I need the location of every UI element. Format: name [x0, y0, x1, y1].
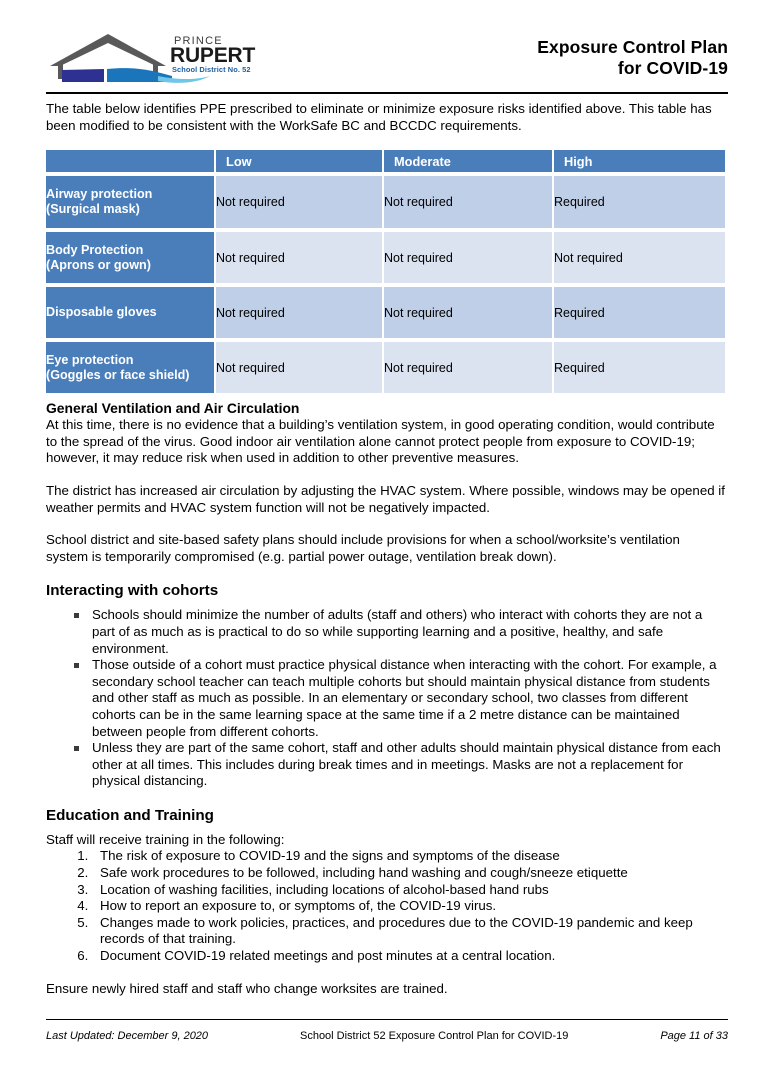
education-lead-in: Staff will receive training in the following: [46, 831, 285, 847]
ventilation-paragraph-3: School district and site-based safety plans should include provisions for when a school/worksite’s ventilation system is temporarily compromised (e.g. partial power outage, ventilation break down). [46, 532, 680, 564]
row-label-line1: Body Protection [46, 242, 144, 257]
cell-airway-low: Not required [216, 172, 384, 228]
row-label-line2: (Surgical mask) [46, 202, 140, 217]
table-header-corner [46, 150, 216, 172]
list-item: 5. Changes made to work policies, practices, and procedures due to the COVID-19 pandemic and keep records of that training. [92, 915, 725, 948]
ppe-requirements-table [46, 150, 725, 393]
logo-text-prince: PRINCE [174, 35, 223, 47]
table-body [46, 172, 725, 393]
list-item: 4. How to report an exposure to, or symptoms of, the COVID-19 virus. [92, 898, 725, 915]
section-heading-cohorts: Interacting with cohorts [46, 582, 219, 600]
education-closing-line: Ensure newly hired staff and staff who change worksites are trained. [46, 980, 448, 996]
logo-graphic [46, 26, 256, 84]
prince-rupert-school-district-logo [46, 26, 256, 84]
list-item: 3. Location of washing facilities, including locations of alcohol-based hand rubs [92, 882, 725, 899]
section-heading-education: Education and Training [46, 806, 214, 824]
logo-text-rupert: RUPERT [170, 44, 256, 67]
cell-gloves-low: Not required [216, 283, 384, 338]
list-item: 1. The risk of exposure to COVID-19 and the signs and symptoms of the disease [92, 848, 725, 865]
education-numbered-list [46, 848, 725, 964]
spacer [46, 467, 725, 483]
cell-airway-moderate: Not required [384, 172, 554, 228]
table-header-row [46, 150, 725, 172]
document-body [46, 101, 725, 997]
row-label-disposable-gloves [46, 283, 216, 338]
list-item: Unless they are part of the same cohort, staff and other adults should maintain physical distance from each other at all times. This includes during break times and in meetings. Masks are not a replacement for physical distancing. [46, 740, 725, 790]
row-label-line2: (Aprons or gown) [46, 257, 151, 272]
row-label-body-protection [46, 228, 216, 283]
ventilation-paragraph-2: The district has increased air circulation by adjusting the HVAC system. Where possible, windows may be opened if weather permits and HVAC system function will not be negatively impacted. [46, 482, 725, 515]
ventilation-paragraph-1: At this time, there is no evidence that a building’s ventilation system, in good operating condition, would contribute to the spread of the virus. Good indoor air ventilation alone cannot protect people from exposure to COVID-19; however, it may reduce risk when used in addition to other preventive measures. [46, 417, 715, 466]
spacer [46, 393, 725, 400]
table-row [46, 228, 725, 283]
list-item: Those outside of a cohort must practice physical distance when interacting with the cohort. For example, a secondary school teacher can teach multiple cohorts but should maintain physical distance from students and other staff as much as possible. In an elementary or secondary school, two classes from different cohorts can be in the same learning space at the same time if a 2 metre distance can be maintained between people from different cohorts. [46, 657, 725, 740]
document-header [46, 26, 728, 88]
list-item: 6. Document COVID-19 related meetings and post minutes at a central location. [92, 948, 725, 965]
footer-page-number: Page 11 of 33 [660, 1030, 728, 1042]
cell-eye-moderate: Not required [384, 338, 554, 393]
document-footer [46, 1030, 728, 1042]
row-label-airway-protection [46, 172, 216, 228]
row-label-line2: (Goggles or face shield) [46, 367, 190, 382]
cell-body-low: Not required [216, 228, 384, 283]
cell-eye-low: Not required [216, 338, 384, 393]
spacer [46, 790, 725, 806]
row-label-line1: Disposable gloves [46, 305, 157, 320]
footer-last-updated: Last Updated: December 9, 2020 [46, 1030, 209, 1042]
footer-divider [46, 1019, 728, 1020]
table-header [46, 150, 725, 172]
logo-text-district: School District No. 52 [172, 65, 251, 74]
spacer [46, 516, 725, 532]
cell-gloves-moderate: Not required [384, 283, 554, 338]
footer-document-name: School District 52 Exposure Control Plan for COVID-19 [299, 1030, 569, 1042]
cohorts-bullet-list [46, 607, 725, 790]
list-item: 2. Safe work procedures to be followed, including hand washing and cough/sneeze etiquette [92, 865, 725, 882]
header-divider [46, 92, 728, 94]
cell-body-high: Not required [554, 228, 725, 283]
document-title-line1: Exposure Control Plan [537, 37, 728, 57]
row-label-line1: Eye protection [46, 352, 134, 367]
table-row [46, 172, 725, 228]
intro-paragraph: The table below identifies PPE prescribed to eliminate or minimize exposure risks identified above. This table has been modified to be consistent with the WorkSafe BC and BCCDC requirements. [46, 101, 712, 133]
spacer [46, 600, 725, 607]
table-row [46, 283, 725, 338]
table-header-moderate: Moderate [384, 150, 554, 172]
cell-gloves-high: Required [554, 283, 725, 338]
list-item: Schools should minimize the number of adults (staff and others) who interact with cohorts they are not a part of as much as is practical to do so while supporting learning and a positive, healthy, and safe environment. [46, 607, 725, 657]
spacer [46, 825, 725, 832]
section-heading-ventilation: General Ventilation and Air Circulation [46, 400, 300, 417]
spacer [46, 965, 725, 981]
row-label-line1: Airway protection [46, 187, 153, 202]
cell-body-moderate: Not required [384, 228, 554, 283]
table-row [46, 338, 725, 393]
spacer [46, 565, 725, 581]
table-header-low: Low [216, 150, 384, 172]
table-header-high: High [554, 150, 725, 172]
cell-eye-high: Required [554, 338, 725, 393]
document-title-line2: for COVID-19 [617, 58, 728, 78]
document-title [537, 26, 728, 79]
spacer [46, 134, 725, 150]
cell-airway-high: Required [554, 172, 725, 228]
row-label-eye-protection [46, 338, 216, 393]
